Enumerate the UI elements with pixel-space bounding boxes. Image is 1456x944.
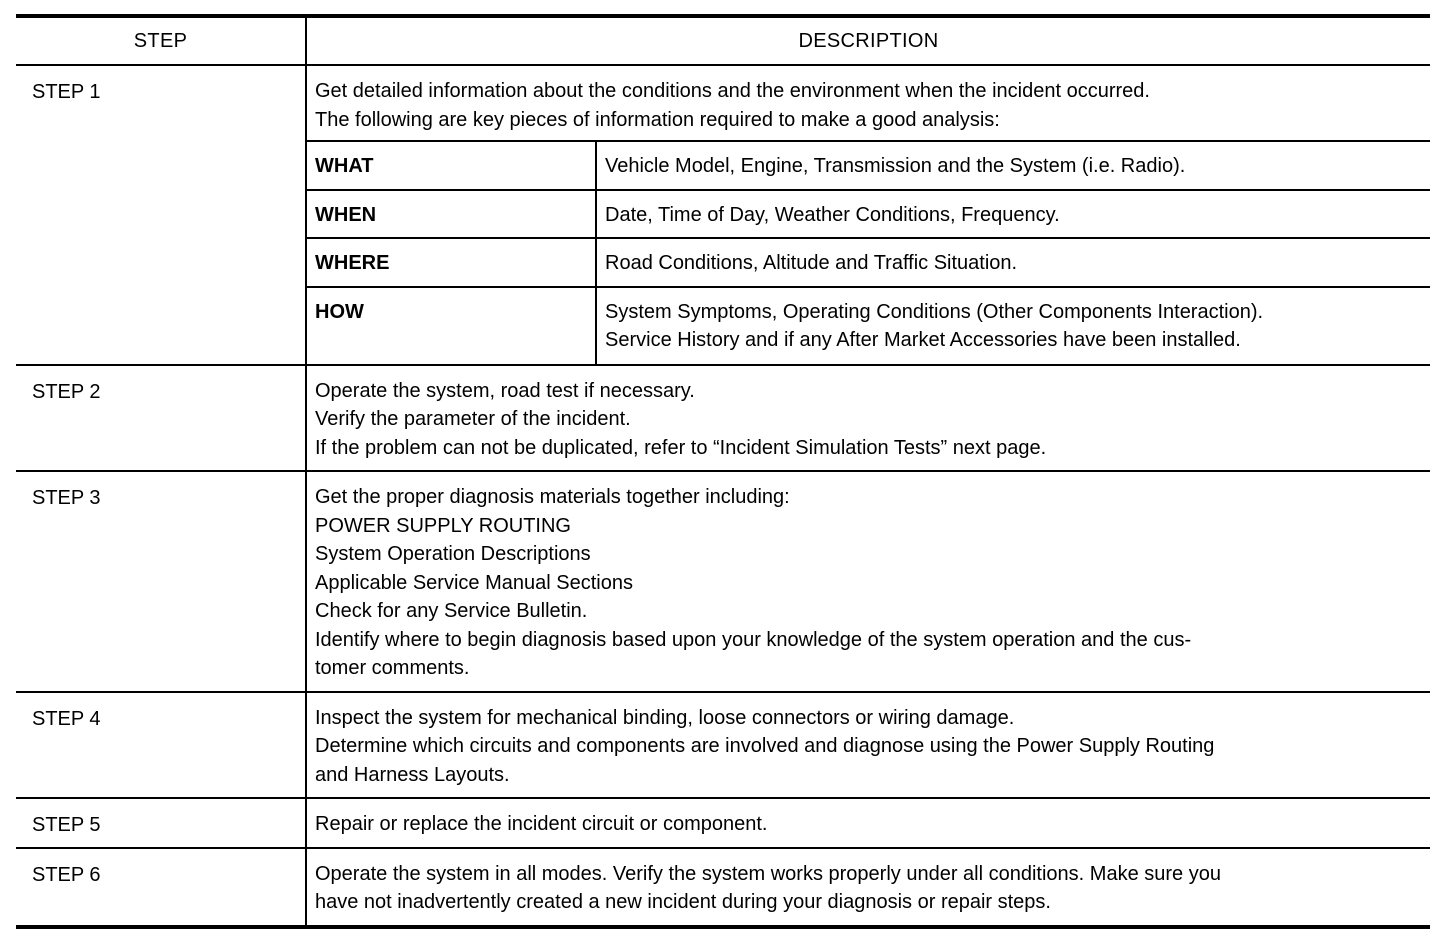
- description-line: Operate the system, road test if necessary.: [315, 379, 695, 402]
- step-label: STEP 5: [16, 798, 306, 848]
- key-info-value: [596, 190, 1430, 239]
- description-line: Check for any Service Bulletin.: [315, 600, 588, 622]
- step-row-3: [16, 471, 1430, 692]
- key-info-line: Service History and if any After Market Accessories have been installed.: [605, 329, 1241, 351]
- step-row-6: [16, 848, 1430, 927]
- step-label: STEP 1: [16, 65, 306, 365]
- key-info-label: WHEN: [307, 190, 596, 239]
- step-description: [306, 471, 1430, 692]
- description-line: Identify where to begin diagnosis based upon your knowledge of the system operation and the cus-: [315, 628, 1192, 651]
- description-line: Repair or replace the incident circuit or component.: [315, 813, 768, 835]
- key-info-row-what: [307, 141, 1430, 190]
- key-info-row-how: [307, 287, 1430, 364]
- key-info-line: System Symptoms, Operating Conditions (Other Components Interaction).: [605, 300, 1264, 323]
- step-row-2: [16, 365, 1430, 472]
- key-information-table: [307, 140, 1430, 364]
- key-info-line: Vehicle Model, Engine, Transmission and the System (i.e. Radio).: [605, 155, 1186, 177]
- step-description: [306, 365, 1430, 472]
- description-line: and Harness Layouts.: [315, 763, 510, 786]
- key-info-row-where: [307, 238, 1430, 287]
- step-description: [306, 798, 1430, 848]
- step-description: [306, 848, 1430, 927]
- key-info-line: Road Conditions, Altitude and Traffic Situation.: [605, 252, 1018, 274]
- step-label: STEP 4: [16, 692, 306, 799]
- key-info-line: Date, Time of Day, Weather Conditions, Frequency.: [605, 203, 1060, 226]
- step-description: [306, 65, 1430, 365]
- step-label: STEP 2: [16, 365, 306, 472]
- key-info-row-when: [307, 190, 1430, 239]
- key-info-value: [596, 141, 1430, 190]
- description-line: tomer comments.: [315, 657, 470, 679]
- key-info-value: [596, 238, 1430, 287]
- description-line: Applicable Service Manual Sections: [315, 571, 633, 594]
- description-line: System Operation Descriptions: [315, 543, 591, 565]
- diagnosis-steps-sheet: [16, 14, 1430, 929]
- step-label: STEP 6: [16, 848, 306, 927]
- description-line: Determine which circuits and components are involved and diagnose using the Power Supply Routing: [315, 735, 1215, 757]
- description-line: POWER SUPPLY ROUTING: [315, 514, 571, 537]
- step-row-1: [16, 65, 1430, 365]
- key-info-value: [596, 287, 1430, 364]
- description-line: The following are key pieces of information required to make a good analysis:: [315, 108, 1000, 131]
- diagnosis-steps-table: [16, 14, 1430, 929]
- description-line: Inspect the system for mechanical binding, loose connectors or wiring damage.: [315, 706, 1015, 729]
- step-row-4: [16, 692, 1430, 799]
- header-step: STEP: [16, 16, 306, 65]
- table-header-row: [16, 16, 1430, 65]
- key-info-label: WHAT: [307, 141, 596, 190]
- key-info-label: HOW: [307, 287, 596, 364]
- description-line: Get detailed information about the conditions and the environment when the incident occurred.: [315, 80, 1150, 102]
- step-description: [306, 692, 1430, 799]
- step-row-5: [16, 798, 1430, 848]
- step-label: STEP 3: [16, 471, 306, 692]
- description-line: Operate the system in all modes. Verify the system works properly under all conditions. Make sure you: [315, 862, 1221, 885]
- description-line: have not inadvertently created a new incident during your diagnosis or repair steps.: [315, 891, 1051, 913]
- description-line: Get the proper diagnosis materials together including:: [315, 486, 790, 508]
- key-info-label: WHERE: [307, 238, 596, 287]
- description-line: If the problem can not be duplicated, refer to “Incident Simulation Tests” next page.: [315, 436, 1047, 459]
- header-description: DESCRIPTION: [306, 16, 1430, 65]
- description-line: Verify the parameter of the incident.: [315, 408, 631, 430]
